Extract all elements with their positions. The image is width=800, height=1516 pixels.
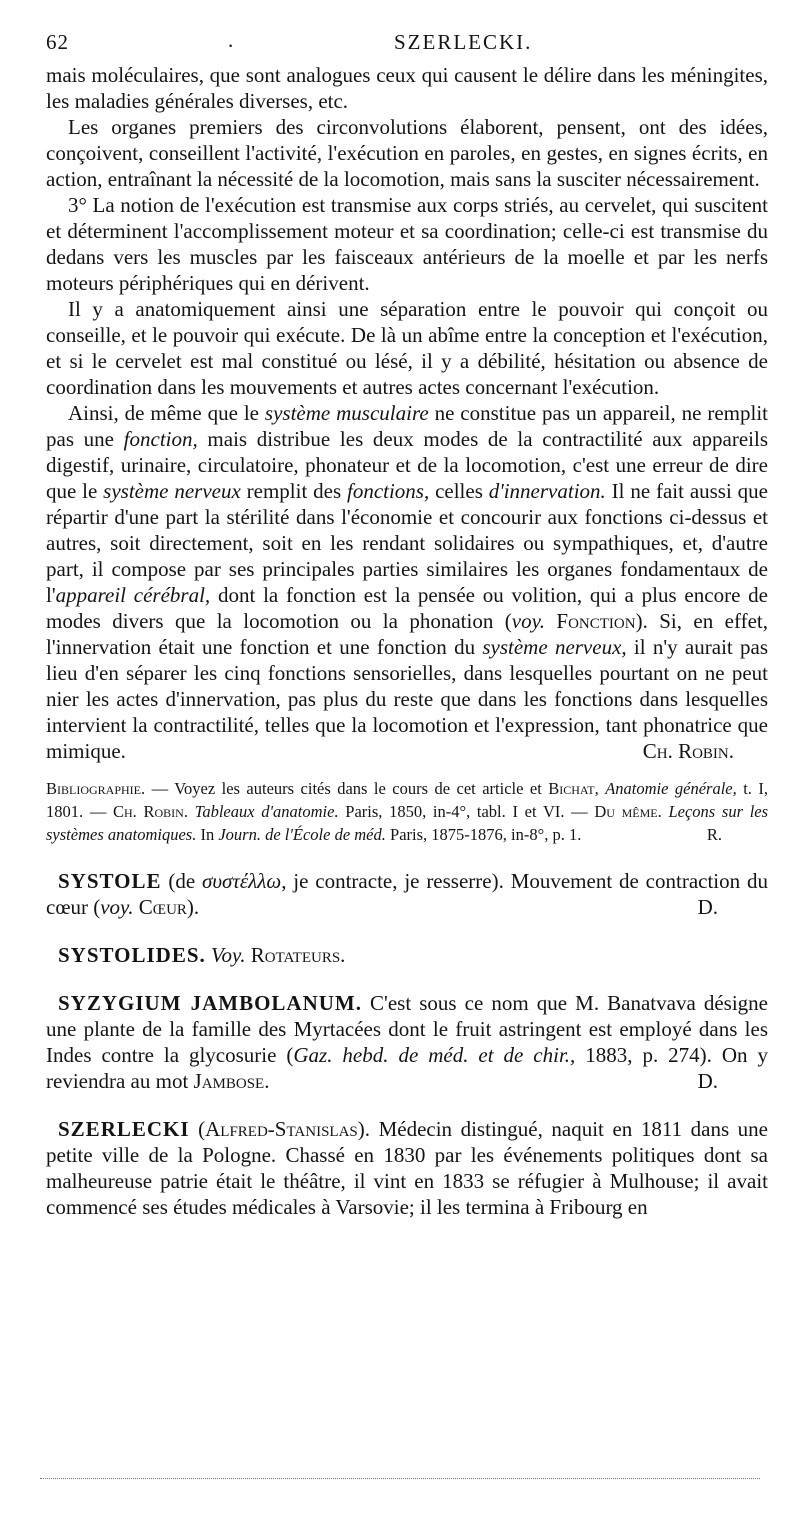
entry-syzygium: SYZYGIUM JAMBOLANUM. C'est sous ce nom que M. Banatvava désigne une plante de la famille des Myrtacées dont le fruit astringent est employé dans les Indes contre la glycosurie (Gaz. hebd. de méd. et de chir., 1883, p. 274). On y reviendra au mot Jambose. D.: [46, 991, 768, 1093]
headword-systolides: SYSTOLIDES.: [58, 943, 206, 967]
running-head: SZERLECKI.: [394, 30, 533, 54]
headword-szerlecki: SZERLECKI: [58, 1117, 190, 1141]
footer-dotted-rule: [40, 1478, 760, 1479]
entry-systolides: SYSTOLIDES. Voy. Rotateurs.: [58, 943, 346, 967]
body-text: [46, 62, 768, 1220]
entry-systole: SYSTOLE (de συστέλλω, je contracte, je resserre). Mouvement de contraction du cœur (voy. Cœur). D.: [46, 869, 768, 919]
paragraph-notion-execution: 3° La notion de l'exécution est transmise aux corps striés, au cervelet, qui suscitent et déterminent l'accomplissement moteur et sa coordination; celle-ci est transmise du dedans vers les muscles par les faisceaux antérieurs de la moelle et par les nerfs moteurs périphériques qui en dérivent.: [46, 193, 768, 295]
syzygium-signature: D.: [697, 1069, 718, 1093]
entry-szerlecki: SZERLECKI (Alfred-Stanislas). Médecin distingué, naquit en 1811 dans une petite ville de la Pologne. Chassé en 1830 par les événements politiques dont sa malheureuse patrie était le théâtre, il vint en 1833 se réfugier à Mulhouse; il avait commencé ses études médicales à Varsovie; il les termina à Fribourg en: [46, 1117, 768, 1219]
author-signature: Ch. Robin.: [642, 739, 734, 763]
page-header: [46, 30, 760, 56]
headword-systole: SYSTOLE: [58, 869, 162, 893]
systole-signature: D.: [697, 895, 718, 919]
paragraph-ainsi: Ainsi, de même que le système musculaire ne constitue pas un appareil, ne remplit pas une fonction, mais distribue les deux modes de la contractilité aux appareils digestif, urinaire, circulatoire, phonateur et de la locomotion, c'est une erreur de dire que le système nerveux remplit des fonctions, celles d'innervation. Il ne fait aussi que répartir d'une part la stérilité dans l'économie et concourir aux fonctions ci-dessus et autres, soit directement, soit en les rendant solidaires ou sympathiques, et, d'autre part, il compose par ses principales parties similaires les organes fondamentaux de l'appareil cérébral, dont la fonction est la pensée ou volition, qui a plus encore de modes divers que la locomotion ou la phonation (voy. Fonction). Si, en effet, l'innervation était une fonction et une fonction du système nerveux, il n'y aurait pas lieu d'en séparer les cinq fonctions sensorielles, dans lesquelles pourtant on ne peut nier les actes d'innervation, pas plus du reste que dans les fonctions dans lesquelles intervient la contractilité, telles que la locomotion et l'expression, tant phonatrice que mimique. Ch. Robin.: [46, 401, 769, 763]
paragraph-anatomiquement: Il y a anatomiquement ainsi une séparation entre le pouvoir qui conçoit ou conseille, et le pouvoir qui exécute. De là un abîme entre la conception et l'exécution, et si le cervelet est mal constitué ou lésé, il y a débilité, hésitation ou absence de coordination dans les mouvements et autres actes concernant l'exécution.: [46, 297, 768, 399]
headword-syzygium: SYZYGIUM JAMBOLANUM.: [58, 991, 362, 1015]
paragraph-continuation: mais moléculaires, que sont analogues ceux qui causent le délire dans les méningites, les maladies générales diverses, etc.: [46, 63, 768, 113]
paragraph-organes: Les organes premiers des circonvolutions élaborent, pensent, ont des idées, conçoivent, conseillent l'activité, l'exécution en paroles, en gestes, en signes écrits, en action, entraînant la nécessité de la locomotion, mais sans la susciter nécessairement.: [46, 115, 768, 191]
biblio-signature: R.: [706, 825, 722, 844]
header-dot: .: [228, 28, 235, 52]
page-number: 62: [46, 30, 69, 54]
bibliography: Bibliographie. — Voyez les auteurs cités dans le cours de cet article et Bichat, Anatomie générale, t. I, 1801. — Ch. Robin. Tableaux d'anatomie. Paris, 1850, in-4°, tabl. I et VI. — Du même. Leçons sur les systèmes anatomiques. In Journ. de l'École de méd. Paris, 1875-1876, in-8°, p. 1. R.: [46, 779, 769, 844]
